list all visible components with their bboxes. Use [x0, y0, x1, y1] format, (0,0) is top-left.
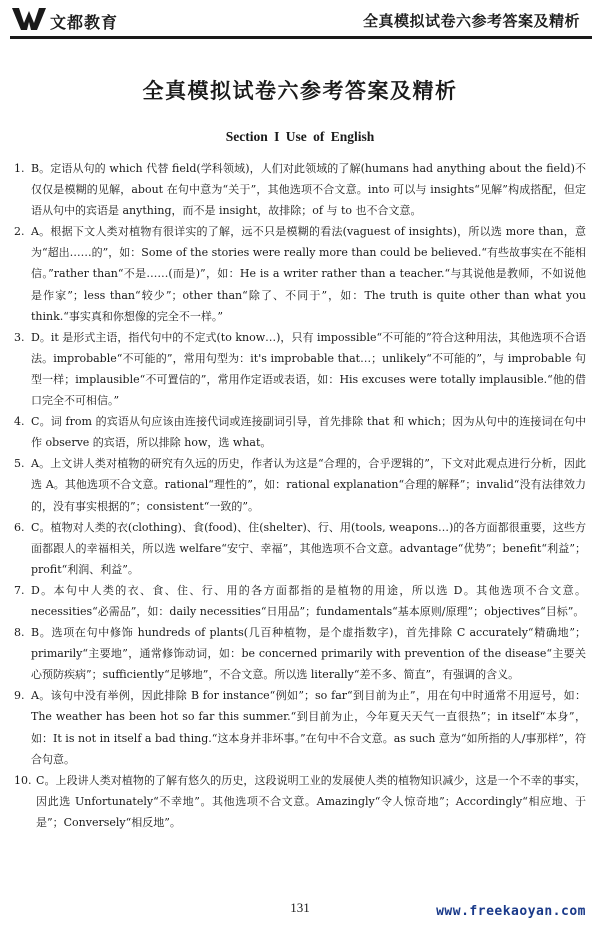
answer-number: 8. — [14, 626, 25, 640]
answer-text: B。定语从句的 which 代替 field(学科领域)，人们对此领域的了解(humans had anything about the field)不仅仅是模糊的见解，about 在句中意为“关于”，其他选项不合文意。into 可以与 insights“见解”构成搭配，但定语从句中的宾语是 anything，而不是 insight，故排除；of 与 to 也不合文意。 — [31, 162, 586, 218]
answer-text: C。植物对人类的衣(clothing)、食(food)、住(shelter)、行、用(tools, weapons…)的各方面都很重要，这些方面都跟人的幸福相关，所以选 welfare“安宁、幸福”，其他选项不合文意。advantage“优势”；benefit“利益”；profit“利润、利益”。 — [31, 520, 586, 576]
page-header — [0, 0, 600, 40]
answer-number: 1. — [14, 162, 25, 175]
answer-text: A。上文讲人类对植物的研究有久远的历史，作者认为这是“合理的，合乎逻辑的”，下文对此观点进行分析，因此选 A。其他选项不合文意。rational“理性的”，如：rational explanation“合理的解释”；invalid“没有法律效力的，没有事实根据的”；consistent“一致的”。 — [31, 457, 586, 513]
answer-item — [14, 517, 586, 580]
answer-text: A。根据下文人类对植物有很详实的了解，远不只是模糊的看法(vaguest of insights)，所以选 more than，意为“超出……的”，如：Some of the stories were really more than could be believed.“有些故事实在不能相信。”rather than“不是……(而是)”，如：He is a writer rather than a teacher.“与其说他是教师，不如说他是作家”；less than“较少”；other than“除了、不同于”，如：The truth is quite other than what you think.“事实真和你想像的完全不一样。” — [31, 225, 586, 323]
watermark-url: www.freekaoyan.com — [436, 904, 586, 919]
logo-text: 文都教育 — [50, 13, 119, 32]
answer-item — [14, 580, 586, 622]
answer-text: C。上段讲人类对植物的了解有悠久的历史，这段说明工业的发展使人类的植物知识减少，这是一个不幸的事实，因此选 Unfortunately“不幸地”。其他选项不合文意。Amazingly“令人惊奇地”；Accordingly“相应地、于是”；Conversely“相反地”。 — [36, 773, 586, 829]
answer-text: D。it 是形式主语，指代句中的不定式(to know…)，只有 impossible“不可能的”符合这种用法，其他选项不合语法。improbable“不可能的”，常用句型为：it's improbable that…；unlikely“不可能的”，与 improbable 句型一样；implausible“不可置信的”，常用作定语或表语，如：His excuses were totally implausible.“他的借口完全不可相信。” — [31, 330, 586, 408]
answer-number: 3. — [14, 330, 25, 344]
answer-number: 4. — [14, 415, 25, 429]
answer-text: B。选项在句中修饰 hundreds of plants(几百种植物，是个虚指数字)，首先排除 C accurately“精确地”；primarily“主要地”，通常修饰动词，如：be concerned primarily with prevention of the disease“主要关心预防疾病”；sufficiently“足够地”，不合文意。所以选 literally“差不多、简直”，有强调的含义。 — [31, 626, 586, 682]
answer-item — [14, 453, 586, 516]
answer-number: 6. — [14, 520, 25, 534]
section-heading: Section I Use of English — [225, 129, 375, 144]
answer-item — [14, 327, 586, 411]
answer-item — [14, 685, 586, 769]
header-divider — [10, 36, 592, 39]
answer-item — [14, 622, 586, 685]
answer-text: C。词 from 的宾语从句应该由连接代词或连接副词引导，首先排除 that 和 which；因为从句中的连接词在句中作 observe 的宾语，所以排除 how，选 what。 — [31, 415, 586, 450]
running-head: 全真模拟试卷六参考答案及精析 — [362, 12, 580, 30]
answer-text: D。本句中人类的衣、食、住、行、用的各方面都指的是植物的用途，所以选 D。其他选项不合文意。necessities“必需品”，如：daily necessities“日用品”；fundamentals“基本原则/原理”；objectives“目标”。 — [31, 583, 586, 618]
answer-number: 9. — [14, 689, 25, 703]
answer-list — [14, 158, 586, 833]
answer-item — [14, 770, 586, 833]
page-number: 131 — [290, 900, 310, 915]
answer-number: 7. — [14, 583, 25, 597]
answer-number: 5. — [14, 457, 25, 471]
page-title: 全真模拟试卷六参考答案及精析 — [142, 79, 458, 103]
answer-item — [14, 411, 586, 453]
answer-number: 10. — [14, 773, 32, 787]
w-logo-icon — [12, 8, 46, 30]
answer-item — [14, 221, 586, 326]
answer-text: A。该句中没有举例，因此排除 B for instance“例如”；so far“到目前为止”，用在句中时通常不用逗号，如：The weather has been hot so far this summer.“到目前为止，今年夏天天气一直很热”；in itself“本身”，如：It is not in itself a bad thing.“这本身并非坏事。”在句中不合文意。as such 意为“如所指的人/事那样”，符合句意。 — [31, 689, 586, 766]
answer-item — [14, 158, 586, 221]
answer-number: 2. — [14, 225, 25, 239]
